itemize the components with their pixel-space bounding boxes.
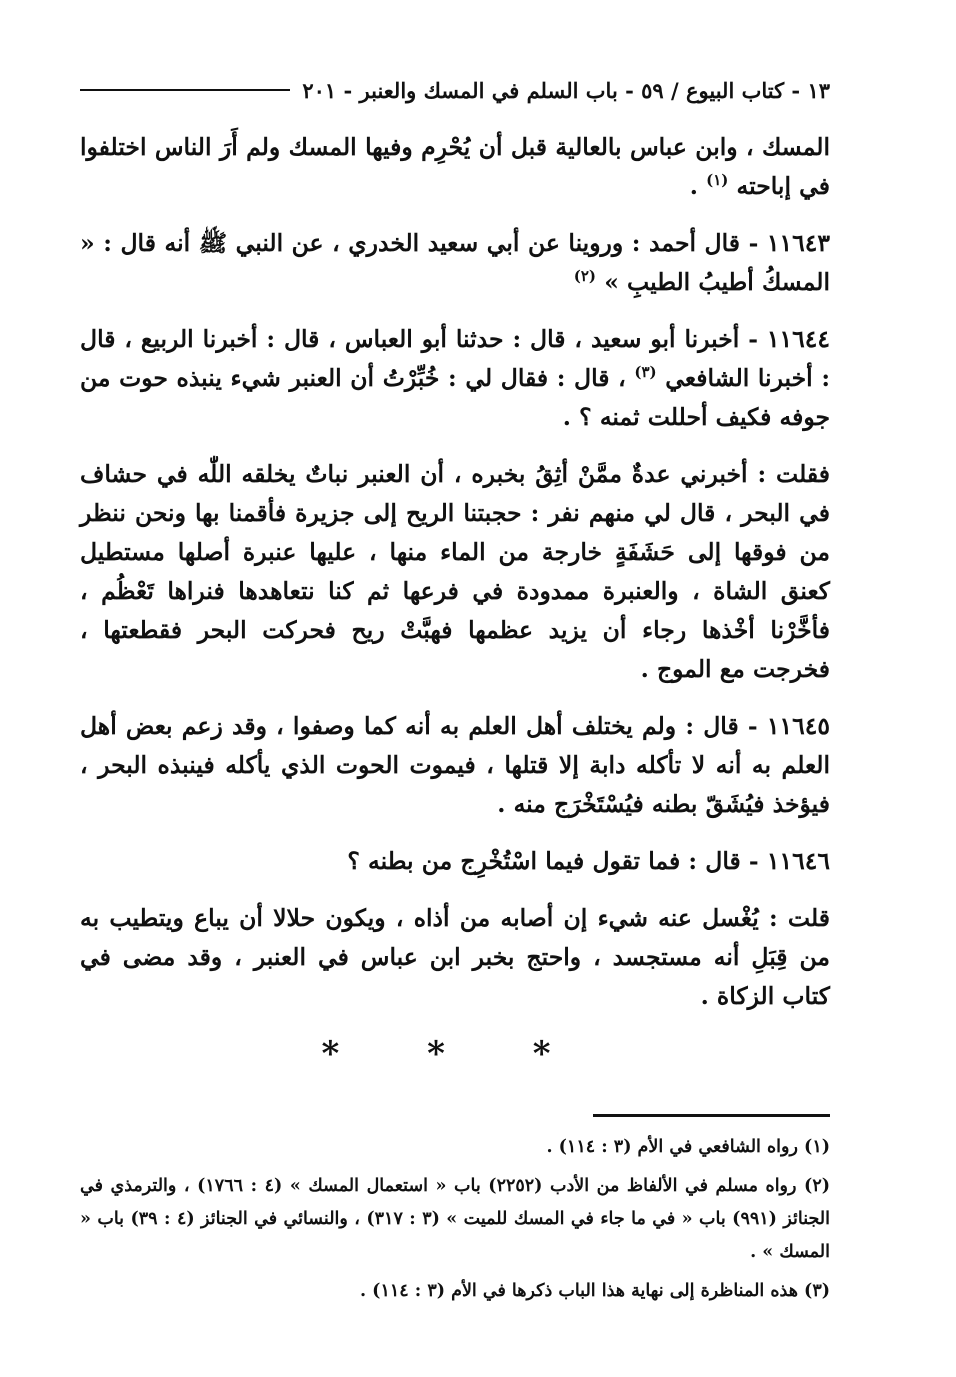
section-separator: * * *: [321, 1034, 589, 1074]
running-title: ١٣ - كتاب البيوع / ٥٩ - باب السلم في المسك والعنبر - ٢٠١: [302, 77, 830, 103]
paragraph-text: ١١٦٤٦ - قال : فما تقول فيما اسْتُخْرِج من بطنه ؟: [347, 847, 830, 875]
paragraph-reply: [80, 455, 830, 689]
paragraph-answer: [80, 899, 830, 1016]
paragraph-continuation: [80, 128, 830, 206]
book-page: [80, 70, 830, 1314]
footnote-rule: [593, 1114, 830, 1117]
paragraph-tail: .: [689, 172, 707, 200]
paragraph-tail: ، قال : فقال لي : خُبِّرْتُ أن العنبر شيء ينبذه حوت من جوفه فكيف أحللت ثمنه ؟ .: [80, 364, 830, 431]
paragraph-11643: [80, 224, 830, 302]
footnote-marker: (٢): [573, 267, 596, 286]
paragraph-11646: [80, 842, 830, 881]
paragraph-text: قلت : يُغْسل عنه شيء إن أصابه من أذاه ، ويكون حلالا أن يباع ويتطيب به من قِبَلِ أنه مستجسد ، واحتج بخبر ابن عباس في العنبر ، وقد مضى في كتاب الزكاة .: [80, 904, 830, 1010]
paragraph-text: ١١٦٤٣ - قال أحمد : وروينا عن أبي سعيد الخدري ، عن النبي ﷺ أنه قال : « المسكُ أطيبُ الطيبِ »: [80, 229, 830, 296]
header-rule: [80, 89, 290, 91]
footnote-3: (٣) هذه المناظرة إلى نهاية هذا الباب ذكرها في الأم (٣ : ١١٤) .: [360, 1281, 830, 1301]
paragraph-text: المسك ، وابن عباس بالعالية قبل أن يُحْرِم وفيها المسك ولم أَرَ الناس اختلفوا في إباحته: [80, 133, 830, 200]
footnote-2: (٢) رواه مسلم في الألفاظ من الأدب (٢٢٥٢) باب « استعمال المسك » (٤ : ١٧٦٦) ، والترمذي في الجنائز (٩٩١) باب « في ما جاء في المسك للميت » (٣ : ٣١٧) ، والنسائي في الجنائز (٤ : ٣٩) باب « المسك » .: [80, 1176, 830, 1262]
paragraph-11645: [80, 707, 830, 824]
running-header: [80, 70, 830, 110]
paragraph-11644: [80, 320, 830, 437]
paragraph-text: فقلت : أخبرني عدةٌ ممَّنْ أثِقُ بخبره ، أن العنبر نباتٌ يخلقه اللّٰه في حشاف في البحر ، قال لي منهم نفر : حجبتنا الريح إلى جزيرة فأقمنا بها ونحن ننظر من فوقها إلى حَشَفَةٍ خارجة من الماء منها ، عليها عنبرة أصلها مستطيل كعنق الشاة ، والعنبرة ممدودة في فرعها ثم كنا نتعاهدها فنراها تَعْظُم ، فأخَّرْنا أخْذها رجاء أن يزيد عظمها فهبَّتْ ريح فحركت البحر فقطعتها ، فخرجت مع الموج .: [80, 460, 830, 683]
paragraph-text: ١١٦٤٥ - قال : ولم يختلف أهل العلم به أنه كما وصفوا ، وقد زعم بعض أهل العلم به أنه لا تأكله دابة إلا قتلها ، فيموت الحوت الذي يأكله فينبذه البحر ، فيؤخذ فيُشَقّ بطنه فيُسْتَخْرَج منه .: [80, 712, 830, 818]
footnote-marker: (٣): [634, 363, 657, 382]
footnote-marker: (١): [706, 171, 729, 190]
paragraph-text: ١١٦٤٤ - أخبرنا أبو سعيد ، قال : حدثنا أبو العباس ، قال : أخبرنا الربيع ، قال : أخبرنا الشافعي: [80, 325, 831, 392]
footnote-1: (١) رواه الشافعي في الأم (٣ : ١١٤) .: [546, 1137, 830, 1157]
